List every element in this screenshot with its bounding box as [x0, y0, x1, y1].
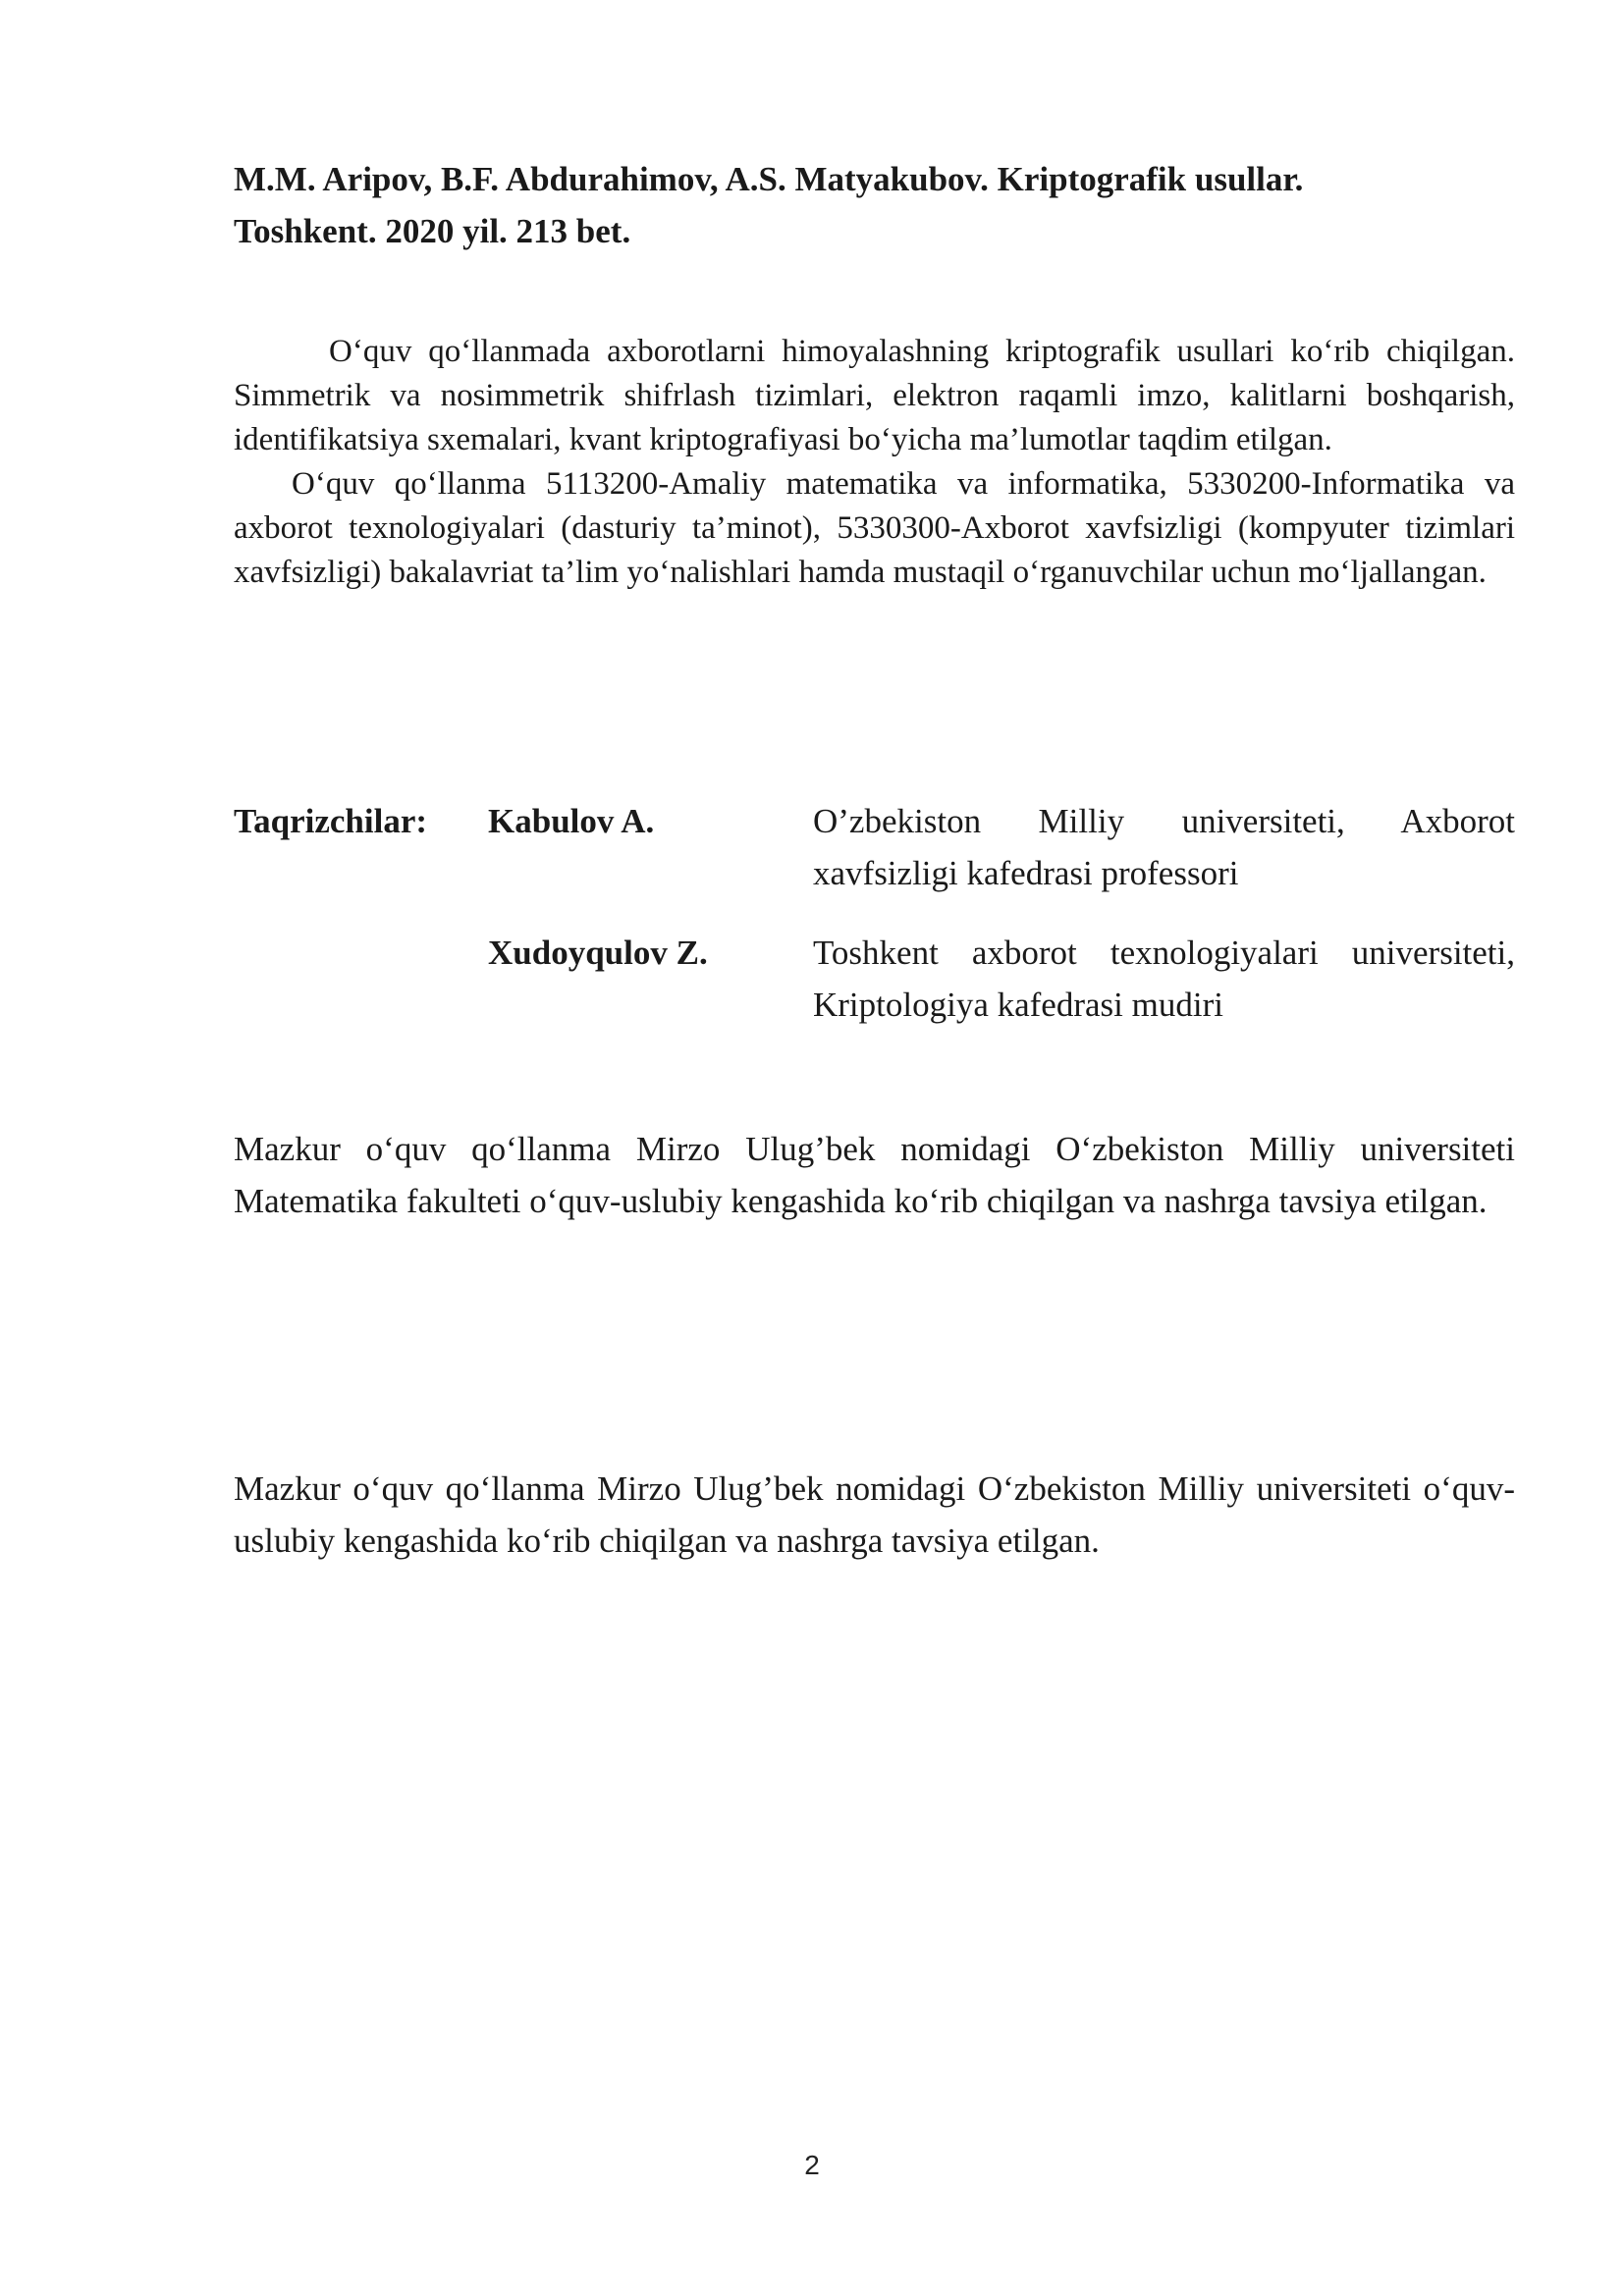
approval-note-faculty [234, 1123, 1515, 1227]
reviewers-label: Taqrizchilar: [234, 802, 428, 840]
page-number: 2 [804, 2150, 820, 2180]
abstract [234, 330, 1515, 595]
approval-note-university [234, 1463, 1515, 1567]
reviewer-affiliation: O’zbekiston Milliy universiteti, Axborot xavfsizligi kafedrasi professori [813, 802, 1515, 892]
reviewer-name: Xudoyqulov Z. [488, 934, 708, 972]
bibliographic-citation [234, 153, 1510, 257]
approval-text: Mazkur o‘quv qo‘llanma Mirzo Ulug’bek nomidagi O‘zbekiston Milliy universiteti o‘quv-uslubiy kengashida ko‘rib chiqilgan va nashrga tavsiya etilgan. [234, 1469, 1515, 1560]
reviewer-affiliation: Toshkent axborot texnologiyalari universiteti, Kriptologiya kafedrasi mudiri [813, 934, 1515, 1024]
abstract-paragraph-1: O‘quv qo‘llanmada axborotlarni himoyalashning kriptografik usullari ko‘rib chiqilgan. Simmetrik va nosimmetrik shifrlash tizimlari, elektron raqamli imzo, kalitlarni boshqarish, identifikatsiya sxemalari, kvant kriptografiyasi bo‘yicha ma’lumotlar taqdim etilgan. [234, 334, 1515, 457]
reviewer-name: Kabulov A. [488, 802, 655, 840]
citation-place-year-pages: Toshkent. 2020 yil. 213 bet. [234, 212, 631, 250]
citation-authors-title: M.M. Aripov, B.F. Abdurahimov, A.S. Matyakubov. Kriptografik usullar. [234, 160, 1304, 198]
approval-text: Mazkur o‘quv qo‘llanma Mirzo Ulug’bek nomidagi O‘zbekiston Milliy universiteti Matematika fakulteti o‘quv-uslubiy kengashida ko‘rib chiqilgan va nashrga tavsiya etilgan. [234, 1130, 1515, 1220]
abstract-paragraph-2: O‘quv qo‘llanma 5113200-Amaliy matematika va informatika, 5330200-Informatika va axborot texnologiyalari (dasturiy ta’minot), 5330300-Axborot xavfsizligi (kompyuter tizimlari xavfsizligi) bakalavriat ta’lim yo‘nalishlari hamda mustaqil o‘rganuvchilar uchun mo‘ljallangan. [234, 466, 1515, 590]
